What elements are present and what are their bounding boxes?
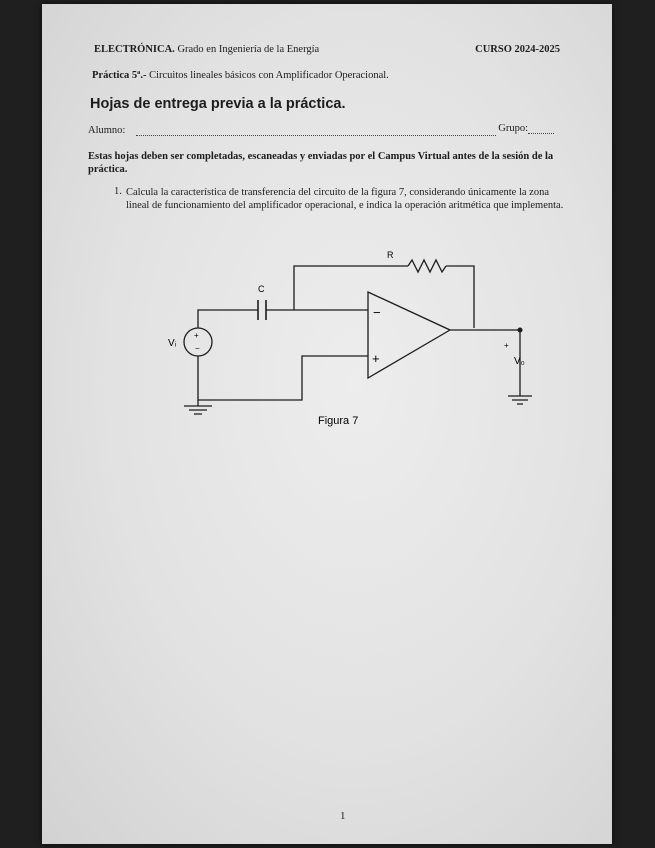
student-label: Alumno: [88,125,126,136]
group-label: Grupo: [498,123,528,134]
wire-feedback-left [294,266,408,310]
wire-feedback-right [446,266,474,328]
practica-title: Circuitos lineales básicos con Amplificador Operacional. [146,70,389,81]
circuit-diagram [162,238,525,428]
source-minus-sign: − [195,344,200,353]
student-row [88,123,554,141]
capacitor-label: C [258,284,265,294]
source-label: Vᵢ [168,338,177,349]
page-number: 1 [340,810,346,822]
capacitor-symbol [258,300,266,320]
question-number: 1. [114,186,122,197]
ground-symbol-left [184,400,212,414]
noninverting-input-sign: + [372,351,380,366]
header-course: CURSO 2024-2025 [475,44,560,55]
circuit-figure [162,238,525,433]
practica-label: Práctica 5ª.- [92,70,147,81]
source-plus-sign: + [194,331,199,340]
resistor-symbol [408,260,446,272]
figure-caption: Figura 7 [318,415,359,427]
question-text: Calcula la característica de transferencia del circuito de la figura 7, considerando únicamente la zona lineal de funcionamiento del amplificador operacional, e indica la operación aritmética que implementa. [126,187,564,211]
wire-source-to-capacitor [198,310,258,328]
header-subject [94,44,319,55]
practica-line [92,70,389,81]
degree-name: Grado en Ingeniería de la Energía [174,44,320,55]
group-line[interactable] [528,133,554,134]
wire-ground-to-noninverting [198,356,368,400]
student-name-line[interactable] [136,135,496,136]
ground-symbol-right [508,330,532,404]
sheet-title: Hojas de entrega previa a la práctica. [90,96,346,112]
document-page [42,4,612,844]
output-plus-sign: + [504,341,509,350]
output-label: V₀ [514,356,525,367]
subject-name: ELECTRÓNICA. [94,44,175,55]
instructions: Estas hojas deben ser completadas, escaneadas y enviadas por el Campus Virtual antes de la sesión de la práctica. [88,151,554,175]
resistor-label: R [387,250,394,260]
output-terminal [518,328,523,333]
inverting-input-sign: − [373,305,381,320]
